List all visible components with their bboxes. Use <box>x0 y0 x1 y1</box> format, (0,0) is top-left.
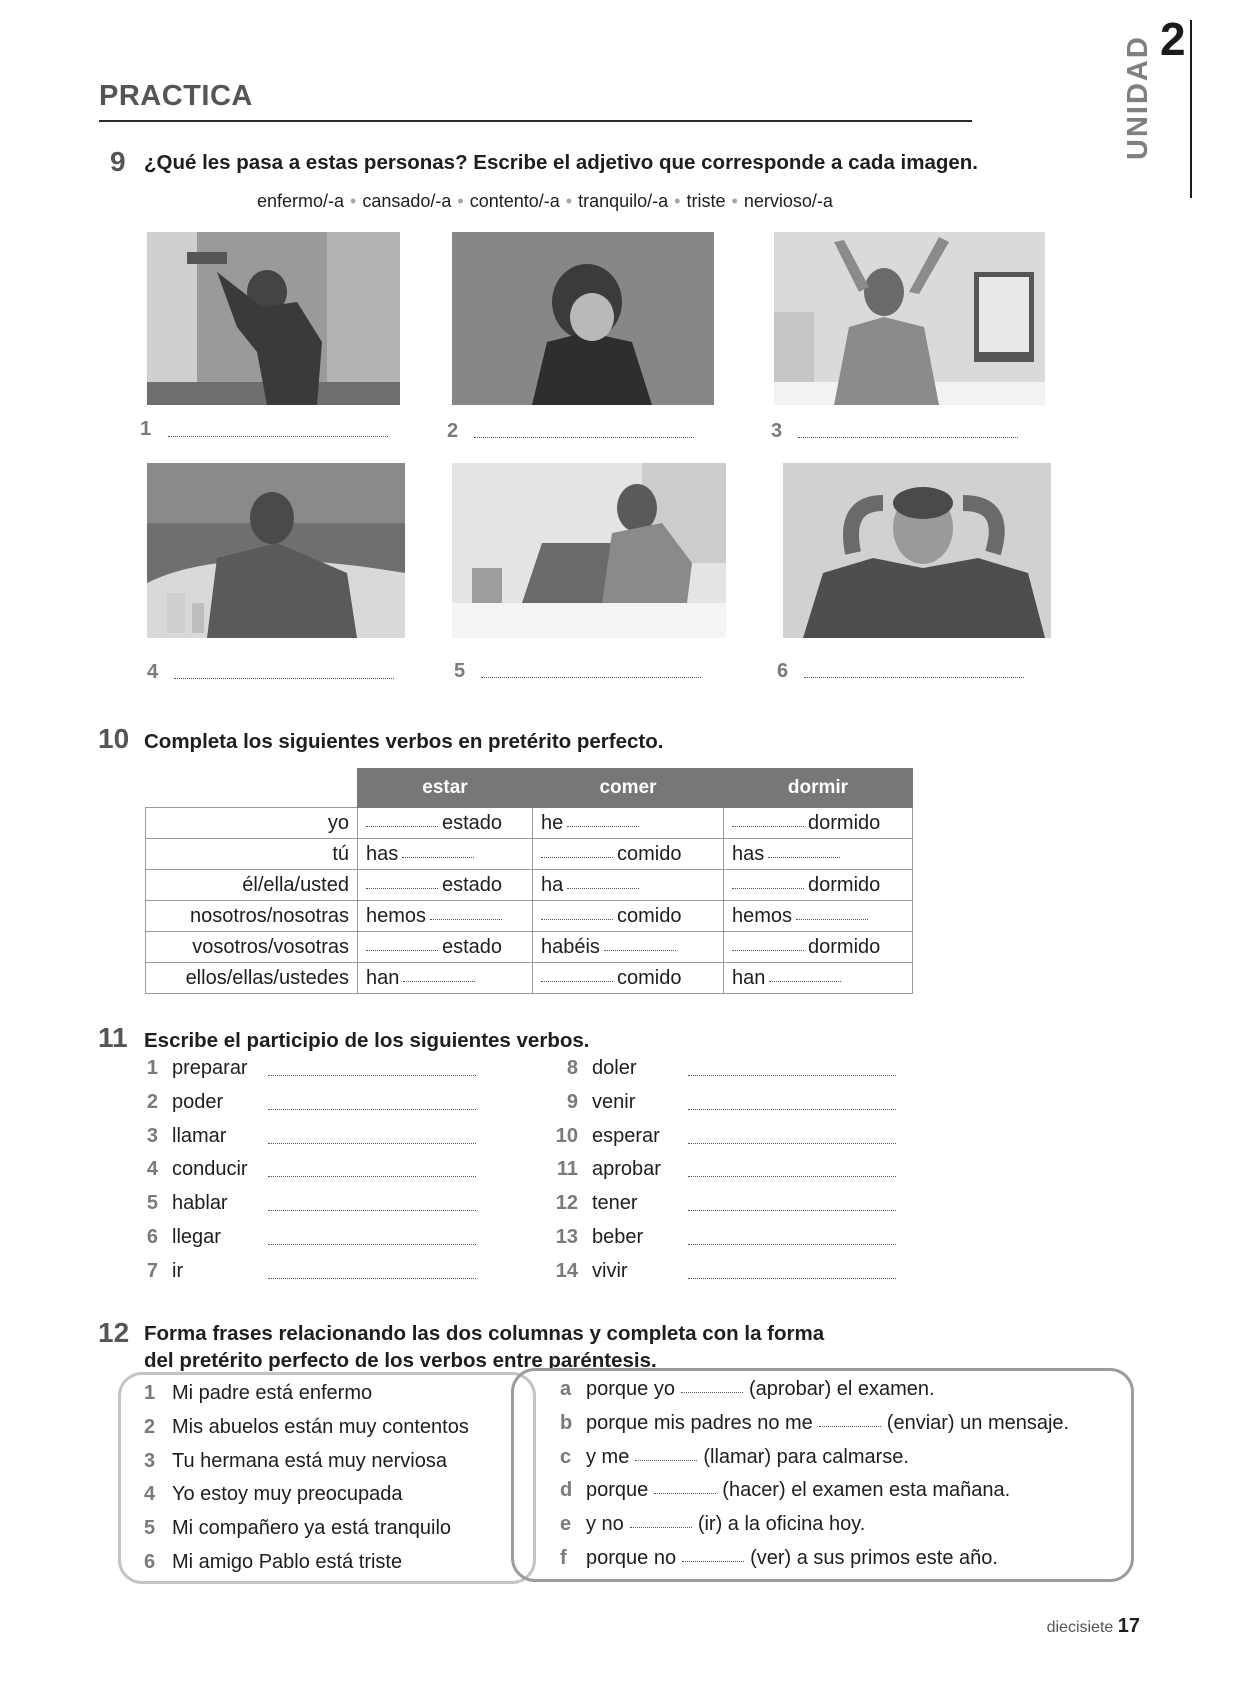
word-bank-item: tranquilo/-a <box>578 191 669 211</box>
sentence-end-before: porque <box>586 1479 649 1502</box>
conjugation-cell-comer[interactable] <box>533 932 724 963</box>
sentence-start-text: Mi amigo Pablo está triste <box>172 1551 403 1573</box>
verb-infinitive: aprobar <box>592 1158 661 1181</box>
verb-infinitive: tener <box>592 1192 638 1215</box>
item-number: 11 <box>556 1158 578 1181</box>
conjugation-cell-comer[interactable] <box>533 901 724 932</box>
conjugation-cell-dormir[interactable] <box>724 808 913 839</box>
participle-text: estado <box>442 935 503 958</box>
sentence-end-before: y no <box>586 1513 624 1536</box>
conjugation-cell-dormir[interactable] <box>724 901 913 932</box>
word-bank-item: enfermo/-a <box>257 191 345 211</box>
answer-line-2[interactable] <box>474 437 694 438</box>
exercise-9-instruction: ¿Qué les pasa a estas personas? Escribe el adjetivo que corresponde a cada imagen. <box>144 151 979 174</box>
verb-infinitive: ir <box>172 1259 184 1282</box>
item-letter: e <box>560 1513 572 1536</box>
conjugation-cell-comer[interactable] <box>533 808 724 839</box>
unit-label: UNIDAD <box>1122 35 1154 160</box>
conjugation-cell-dormir[interactable] <box>724 839 913 870</box>
verb-infinitive: preparar <box>172 1057 248 1079</box>
conjugation-cell-estar[interactable] <box>358 839 533 870</box>
verb-gap[interactable] <box>681 1392 743 1393</box>
header-estar: estar <box>358 769 533 808</box>
participle-answer-line[interactable] <box>688 1244 896 1245</box>
item-number: 13 <box>555 1226 578 1248</box>
exercise-12-number: 12 <box>98 1317 130 1348</box>
item-letter: b <box>560 1411 573 1434</box>
answer-line-4[interactable] <box>174 678 394 679</box>
conjugation-cell-comer[interactable] <box>533 963 724 994</box>
fill-gap[interactable] <box>732 950 804 951</box>
fill-gap[interactable] <box>567 888 639 889</box>
participle-answer-line[interactable] <box>688 1176 896 1177</box>
auxiliary-text: ha <box>541 873 564 896</box>
participle-text: comido <box>617 966 682 989</box>
item-number: 12 <box>555 1192 578 1215</box>
participle-answer-line[interactable] <box>688 1109 896 1110</box>
verb-infinitive: hablar <box>172 1192 228 1215</box>
table-row <box>146 870 913 901</box>
verb-infinitive: llamar <box>172 1124 227 1147</box>
word-bank-item: triste <box>686 191 726 211</box>
verb-infinitive: venir <box>592 1090 636 1113</box>
fill-gap[interactable] <box>796 919 868 920</box>
item-number: 2 <box>146 1090 158 1113</box>
conjugation-cell-dormir[interactable] <box>724 963 913 994</box>
photo-sad-woman <box>452 232 714 405</box>
header-comer: comer <box>533 769 724 808</box>
auxiliary-text: has <box>732 842 765 865</box>
fill-gap[interactable] <box>366 888 438 889</box>
item-number: 6 <box>144 1551 156 1573</box>
verb-gap[interactable] <box>819 1426 881 1427</box>
fill-gap[interactable] <box>403 981 475 982</box>
word-bank: enfermo/-a • cansado/-a • contento/-a • tranquilo/-a • triste • nervioso/-a <box>257 191 833 211</box>
auxiliary-text: he <box>541 811 564 834</box>
sentence-end-item[interactable] <box>560 1378 935 1401</box>
conjugation-cell-comer[interactable] <box>533 839 724 870</box>
auxiliary-text: has <box>366 842 399 865</box>
pronoun-cell: nosotros/nosotras <box>146 901 358 932</box>
exercise-11-number: 11 <box>98 1022 128 1053</box>
item-number: 2 <box>144 1415 156 1438</box>
table-row <box>146 963 913 994</box>
item-number: 4 <box>144 1483 156 1506</box>
conjugation-cell-estar[interactable] <box>358 932 533 963</box>
participle-answer-line[interactable] <box>268 1143 476 1144</box>
sentence-start-item[interactable] <box>144 1416 469 1439</box>
participle-text: estado <box>442 873 503 896</box>
sentence-end-before: porque yo <box>586 1378 675 1400</box>
participle-answer-line[interactable] <box>268 1210 476 1211</box>
sentence-start-item[interactable] <box>144 1551 402 1574</box>
fill-gap[interactable] <box>541 857 613 858</box>
sentence-start-text: Mi padre está enfermo <box>172 1382 373 1404</box>
verb-infinitive: doler <box>592 1057 637 1079</box>
image-number-4: 4 <box>147 661 159 683</box>
item-number: 1 <box>144 1382 156 1404</box>
photo-relaxed-man <box>783 463 1051 638</box>
participle-item <box>140 1057 490 1081</box>
item-number: 7 <box>146 1259 158 1282</box>
conjugation-cell-dormir[interactable] <box>724 870 913 901</box>
participle-answer-line[interactable] <box>268 1075 476 1076</box>
fill-gap[interactable] <box>732 888 804 889</box>
sentence-end-after: (hacer) el examen esta mañana. <box>722 1479 1011 1502</box>
conjugation-cell-dormir[interactable] <box>724 932 913 963</box>
image-number-1: 1 <box>140 418 152 440</box>
pronoun-cell: ellos/ellas/ustedes <box>146 963 358 994</box>
participle-item <box>560 1057 910 1081</box>
conjugation-cell-estar[interactable] <box>358 901 533 932</box>
sentence-end-after: (enviar) un mensaje. <box>886 1411 1070 1434</box>
verb-gap[interactable] <box>635 1460 697 1461</box>
verb-infinitive: vivir <box>592 1259 628 1282</box>
conjugation-table <box>145 768 913 994</box>
participle-item <box>555 1124 910 1149</box>
answer-line-3[interactable] <box>798 437 1018 438</box>
item-number: 14 <box>555 1259 578 1282</box>
page-number-word: diecisiete <box>1046 1619 1114 1636</box>
sentence-end-item[interactable] <box>560 1412 1069 1435</box>
word-bank-item: cansado/-a <box>362 191 452 211</box>
participle-answer-line[interactable] <box>688 1210 896 1211</box>
fill-gap[interactable] <box>567 826 639 827</box>
sentence-end-after: (ir) a la oficina hoy. <box>697 1513 866 1536</box>
item-number: 1 <box>146 1057 158 1079</box>
participle-answer-line[interactable] <box>268 1176 476 1177</box>
verb-gap[interactable] <box>630 1527 692 1528</box>
answer-line-5[interactable] <box>481 677 701 678</box>
word-bank-item: contento/-a <box>469 191 560 211</box>
photo-tired-runner <box>147 232 400 405</box>
exercise-12-instruction-line-2: del pretérito perfecto de los verbos entre paréntesis. <box>144 1349 657 1372</box>
pronoun-cell: tú <box>146 839 358 870</box>
sentence-start-text: Yo estoy muy preocupada <box>172 1483 403 1506</box>
participle-text: dormido <box>808 873 881 896</box>
auxiliary-text: han <box>732 966 766 989</box>
item-number: 5 <box>146 1192 158 1215</box>
participle-text: comido <box>617 842 682 865</box>
participle-answer-line[interactable] <box>268 1109 476 1110</box>
item-number: 9 <box>566 1090 578 1113</box>
participle-answer-line[interactable] <box>268 1244 476 1245</box>
participle-item <box>560 1091 910 1115</box>
photo-stressed-man <box>452 463 726 638</box>
table-row <box>146 901 913 932</box>
item-letter: f <box>560 1547 567 1569</box>
photo-sick-man <box>147 463 405 638</box>
participle-item <box>140 1158 490 1182</box>
image-number-6: 6 <box>777 660 789 682</box>
answer-line-6[interactable] <box>804 677 1024 678</box>
sentence-end-before: y me <box>586 1445 630 1468</box>
exercise-12-instruction-line-1: Forma frases relacionando las dos columnas y completa con la forma <box>144 1322 825 1345</box>
participle-item <box>140 1091 490 1115</box>
fill-gap[interactable] <box>604 950 676 951</box>
participle-item <box>140 1226 490 1250</box>
pronoun-cell: vosotros/vosotras <box>146 932 358 963</box>
conjugation-cell-comer[interactable] <box>533 870 724 901</box>
participle-answer-line[interactable] <box>688 1143 896 1144</box>
header-dormir: dormir <box>724 769 913 808</box>
unit-number: 2 <box>1160 13 1186 65</box>
participle-item <box>140 1260 490 1284</box>
fill-gap[interactable] <box>366 826 438 827</box>
participle-text: dormido <box>808 811 881 834</box>
exercise-9-number: 9 <box>110 146 126 177</box>
sentence-end-before: porque mis padres no me <box>586 1411 813 1434</box>
verb-gap[interactable] <box>682 1561 744 1562</box>
participle-item <box>555 1192 910 1216</box>
sentence-start-text: Tu hermana está muy nerviosa <box>172 1449 447 1472</box>
item-number: 4 <box>146 1158 158 1181</box>
image-number-3: 3 <box>771 420 783 442</box>
fill-gap[interactable] <box>366 950 438 951</box>
sentence-start-item[interactable] <box>144 1517 451 1540</box>
fill-gap[interactable] <box>541 919 613 920</box>
verb-infinitive: beber <box>592 1226 644 1248</box>
sentence-start-item[interactable] <box>144 1382 372 1405</box>
word-bank-item: nervioso/-a <box>743 191 833 211</box>
exercise-10-number: 10 <box>98 723 130 754</box>
auxiliary-text: hemos <box>366 904 427 927</box>
participle-item <box>555 1226 910 1250</box>
section-title: PRACTICA <box>99 80 253 112</box>
table-row <box>146 932 913 963</box>
participle-answer-line[interactable] <box>688 1075 896 1076</box>
participle-item <box>140 1192 490 1216</box>
verb-infinitive: llegar <box>172 1226 221 1248</box>
sentence-end-before: porque no <box>586 1547 677 1569</box>
conjugation-cell-estar[interactable] <box>358 808 533 839</box>
table-row <box>146 808 913 839</box>
auxiliary-text: han <box>366 966 400 989</box>
image-number-2: 2 <box>447 420 459 442</box>
item-number: 8 <box>566 1057 578 1079</box>
item-number: 3 <box>146 1124 158 1147</box>
verb-infinitive: poder <box>172 1090 224 1113</box>
fill-gap[interactable] <box>768 857 840 858</box>
page-number: 17 <box>1117 1615 1140 1637</box>
participle-answer-line[interactable] <box>268 1278 476 1279</box>
participle-text: dormido <box>808 935 881 958</box>
conjugation-cell-estar[interactable] <box>358 870 533 901</box>
exercise-11-instruction: Escribe el participio de los siguientes verbos. <box>144 1029 590 1052</box>
pronoun-cell: yo <box>146 808 358 839</box>
verb-gap[interactable] <box>654 1493 716 1494</box>
item-number: 3 <box>144 1449 156 1472</box>
sentence-start-item[interactable] <box>144 1483 403 1506</box>
item-letter: d <box>560 1479 573 1502</box>
participle-text: estado <box>442 811 503 834</box>
fill-gap[interactable] <box>769 981 841 982</box>
item-letter: c <box>560 1445 572 1468</box>
unit-divider <box>1190 20 1192 198</box>
sentence-end-item[interactable] <box>560 1446 909 1469</box>
auxiliary-text: habéis <box>541 935 600 958</box>
participle-item <box>140 1125 490 1149</box>
fill-gap[interactable] <box>541 981 613 982</box>
table-corner <box>146 769 358 808</box>
section-rule <box>99 120 972 122</box>
fill-gap[interactable] <box>430 919 502 920</box>
sentence-end-item[interactable] <box>560 1479 1010 1502</box>
answer-line-1[interactable] <box>168 436 388 437</box>
sentence-end-after: (llamar) para calmarse. <box>703 1445 909 1468</box>
sentence-end-item[interactable] <box>560 1547 998 1570</box>
participle-item <box>556 1158 910 1182</box>
participle-text: comido <box>617 904 682 927</box>
participle-answer-line[interactable] <box>688 1278 896 1279</box>
sentence-start-text: Mi compañero ya está tranquilo <box>172 1517 452 1540</box>
auxiliary-text: hemos <box>732 904 793 927</box>
item-number: 6 <box>146 1226 158 1248</box>
item-number: 10 <box>555 1124 578 1147</box>
sentence-end-after: (ver) a sus primos este año. <box>750 1547 998 1569</box>
item-number: 5 <box>144 1517 156 1540</box>
exercise-10-instruction: Completa los siguientes verbos en pretérito perfecto. <box>144 730 664 753</box>
conjugation-cell-estar[interactable] <box>358 963 533 994</box>
sentence-start-text: Mis abuelos están muy contentos <box>172 1415 469 1438</box>
participle-item <box>555 1259 910 1284</box>
verb-infinitive: conducir <box>172 1158 248 1181</box>
photo-happy-woman <box>774 232 1045 405</box>
sentence-end-after: (aprobar) el examen. <box>748 1378 935 1400</box>
page-footer <box>1047 1615 1140 1638</box>
sentence-end-item[interactable] <box>560 1513 865 1536</box>
sentence-start-item[interactable] <box>144 1450 447 1473</box>
verb-infinitive: esperar <box>592 1124 660 1147</box>
pronoun-cell: él/ella/usted <box>146 870 358 901</box>
table-row <box>146 839 913 870</box>
fill-gap[interactable] <box>732 826 804 827</box>
item-letter: a <box>560 1378 572 1400</box>
image-number-5: 5 <box>454 660 466 682</box>
fill-gap[interactable] <box>402 857 474 858</box>
